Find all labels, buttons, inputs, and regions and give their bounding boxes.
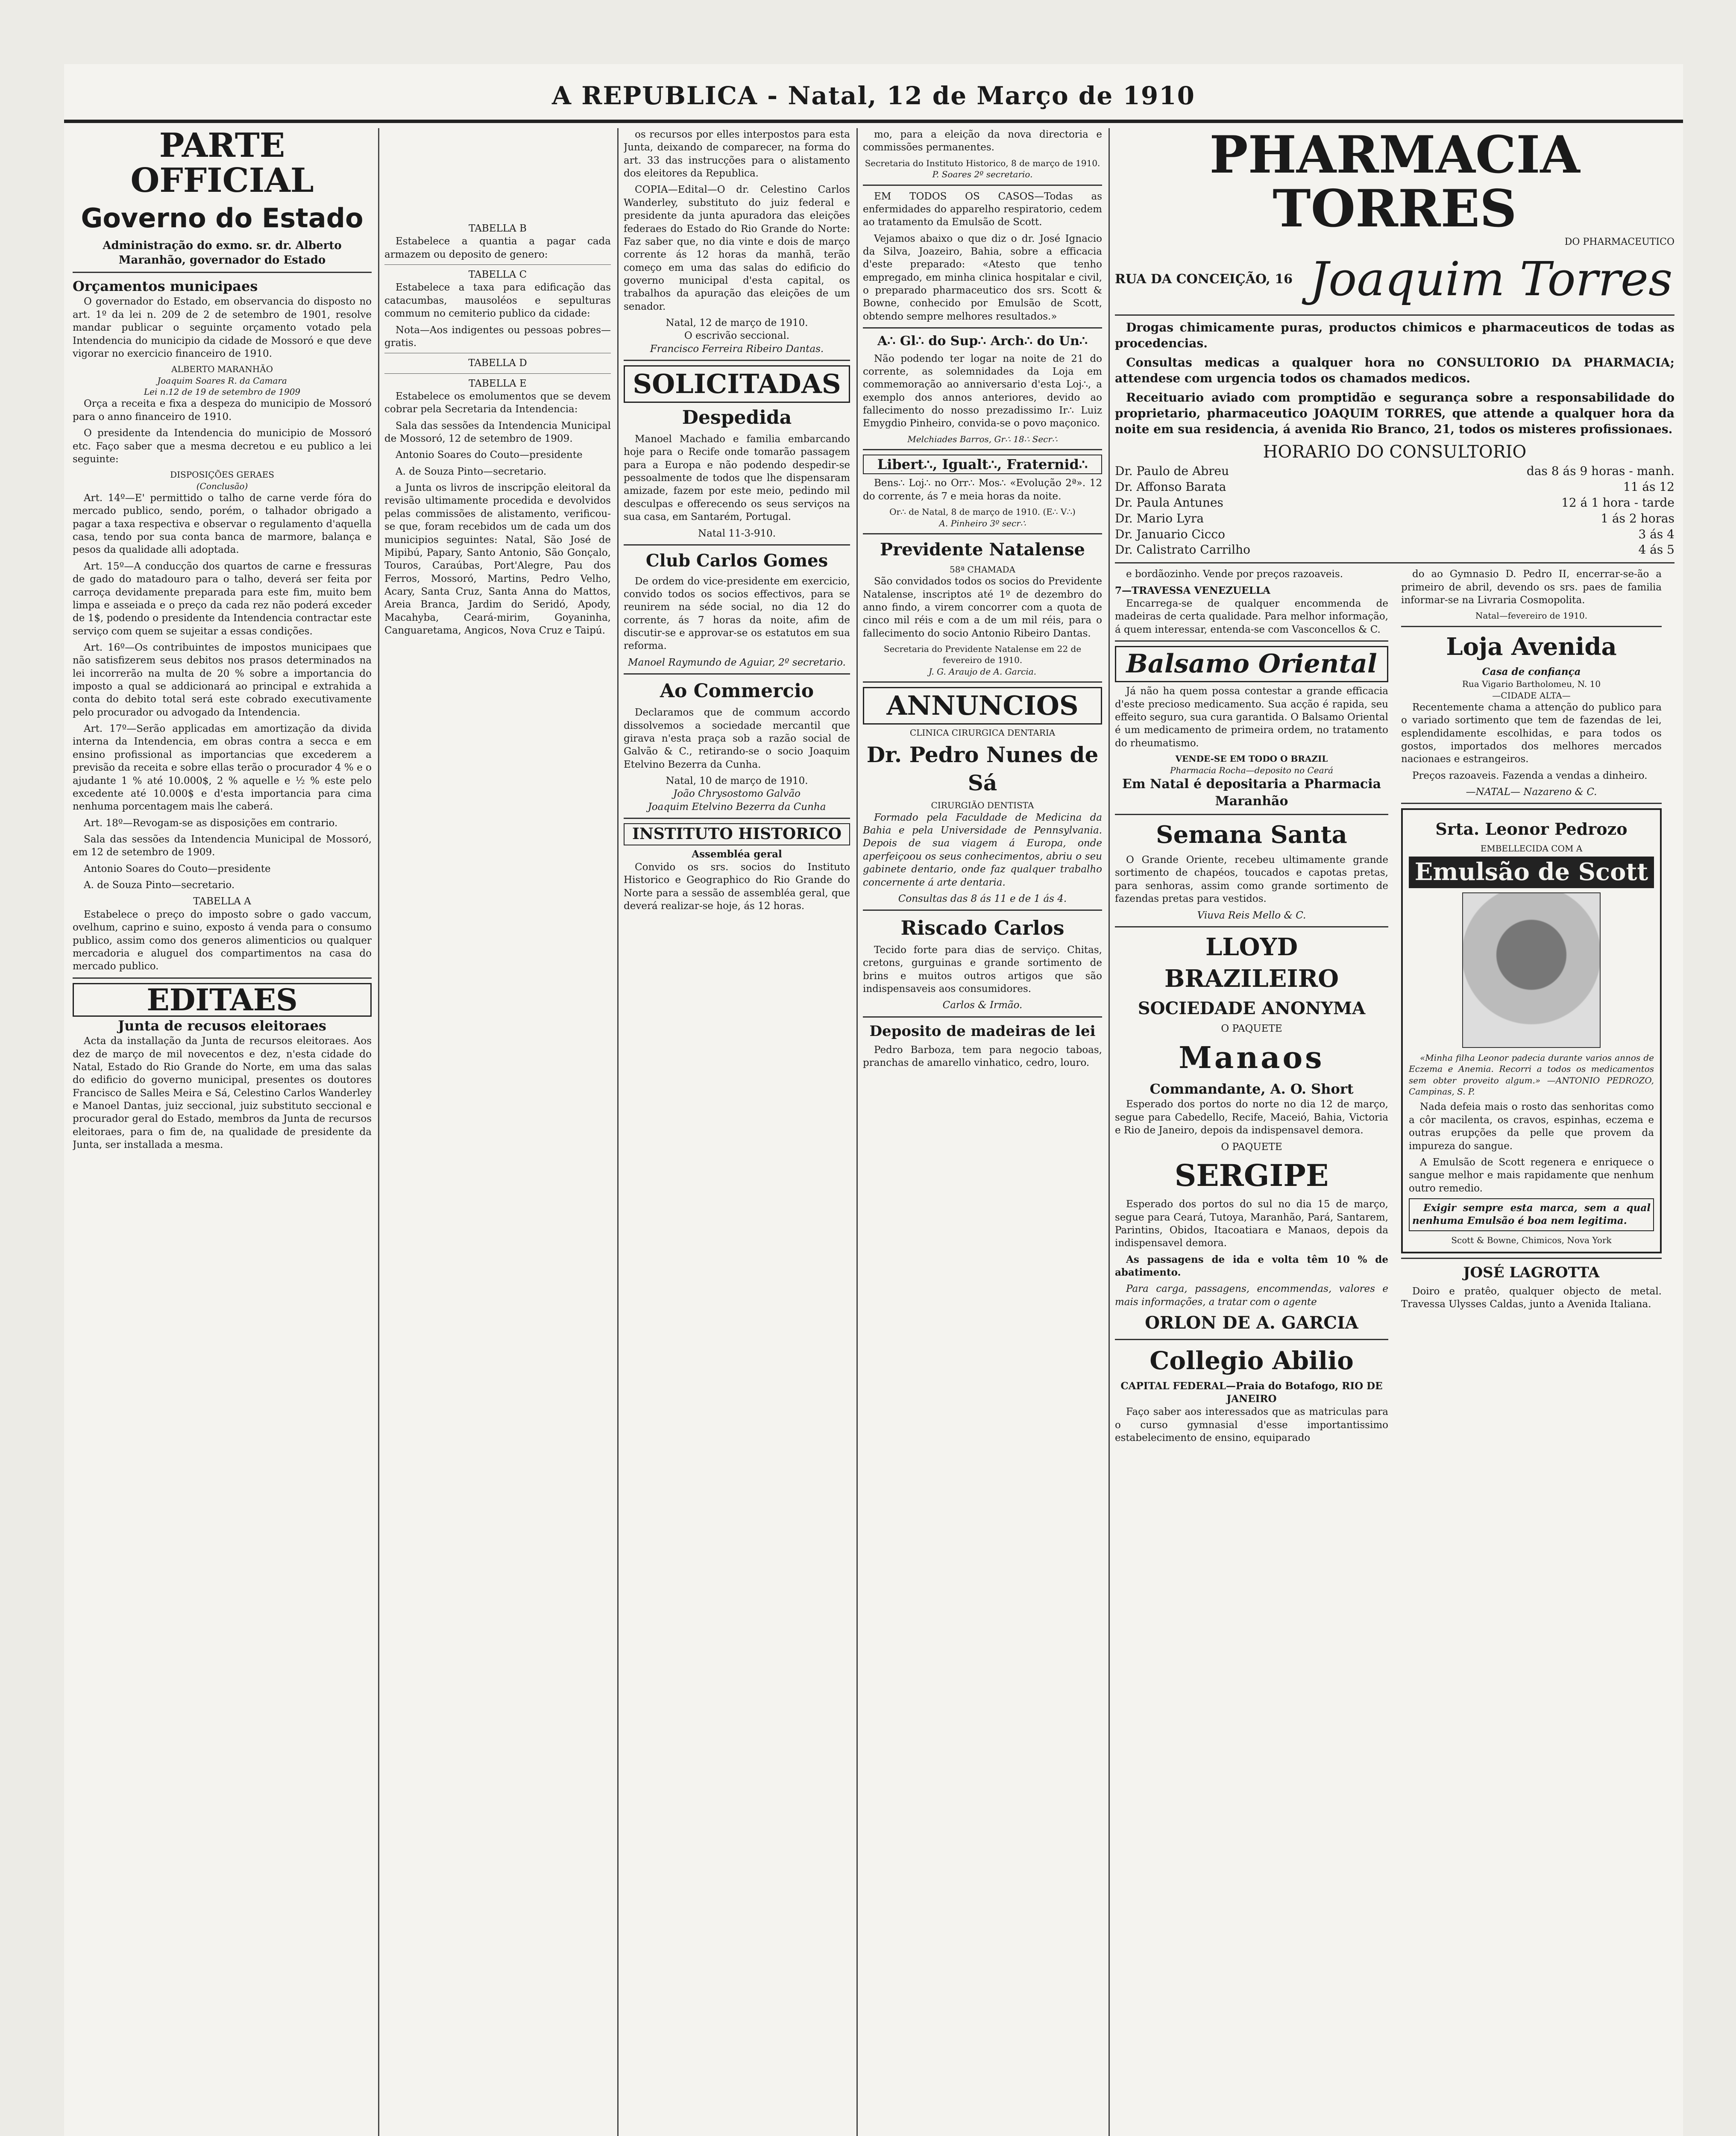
admin-line: Administração do exmo. sr. dr. Alberto Maranhão, governador do Estado — [103, 239, 342, 267]
tabella-d-heading: TABELLA D — [468, 358, 527, 369]
commercio-sig-1: João Chrysostomo Galvão — [673, 788, 801, 800]
column-3 — [624, 128, 850, 2136]
article-15: Art. 15º—A conducção dos quartos de carne e fressuras de gado do matadouro para o talho, deverá ser feita por carroça devidamente preparada para este fim, muito bem limpa e asseiada e o preço da cada rez não poderá exceder de 1$, podendo o presidente da Intendencia contractar este serviço com quem se sujeitar a essas condições. — [73, 560, 372, 637]
instituto-date: Secretaria do Instituto Historico, 8 de março de 1910. — [865, 158, 1100, 168]
riscado-heading: Riscado Carlos — [900, 916, 1064, 940]
semana-sig: Viuva Reis Mello & C. — [1197, 910, 1306, 921]
loja-address: Rua Vigario Bartholomeu, N. 10 — [1462, 679, 1601, 690]
pedrozo-quote: «Minha filha Leonor padecia durante varios annos de Eczema e Anemia. Recorri a todos os medicamentos sem obter proveito algum.» —ANTONIO PEDROZO, Campinas, S. P. — [1409, 1052, 1654, 1097]
tabella-b-heading: TABELLA B — [469, 223, 527, 234]
signature-antonio: Antonio Soares do Couto—presidente — [84, 863, 271, 874]
loja-avenida-title: Loja Avenida — [1446, 632, 1617, 661]
doctor-name: Dr. Januario Cicco — [1115, 527, 1225, 541]
article-17: Art. 17º—Serão applicadas em amortização da divida interna da Intendencia, em obras contra a secca e em ensino profissional as importancias que excederem a previsão da receita e sobre ellas terão o procurador 4 % e o ajudante 1 % até 10.000$, 2 % aquelle e ½ % este pelo excedente até 10.000$ e d'esta importancia para cima nenhuma porcentagem mais lhe caberá. — [73, 723, 372, 813]
recursos-text: os recursos por elles interpostos para esta Junta, deixando de comparecer, na forma do art. 33 das instrucções para o alistamento dos eleitores da Republica. — [624, 129, 850, 179]
divider — [863, 533, 1102, 534]
tabella-a-heading: TABELLA A — [193, 896, 251, 907]
masthead-rule — [64, 120, 1683, 123]
dentist-name: Dr. Pedro Nunes de Sá — [866, 742, 1099, 796]
collegio-address: CAPITAL FEDERAL—Praia do Botafogo, RIO DE JANEIRO — [1120, 1380, 1383, 1405]
governo-title: Governo do Estado — [81, 202, 364, 234]
pharmacia-address-row — [1115, 248, 1674, 310]
divider — [73, 977, 372, 979]
club-signature: Manoel Raymundo de Aguiar, 2º secretario. — [628, 657, 846, 668]
gymnasio-text: do ao Gymnasio D. Pedro II, encerrar-se-ão a primeiro de abril, devendo os srs. paes de familia informar-se na Livraria Cosmopolita. — [1401, 569, 1662, 606]
manaos-title: Manaos — [1179, 1039, 1325, 1075]
do-pharmaceutico: DO PHARMACEUTICO — [1564, 237, 1674, 247]
club-text: De ordem do vice-presidente em exercicio, convido todos os socios effectivos, para se reunirem na séde social, no dia 12 do corrente, ás 7 horas da noite, afim de discutir-se e approvar-se os estatutos em sua reforma. — [624, 575, 850, 652]
doctor-row — [1115, 479, 1674, 495]
column-5 — [1115, 128, 1674, 2136]
pharmacia-title: PHARMACIA TORRES — [1209, 128, 1580, 239]
divider — [1115, 562, 1674, 563]
balsamo-deposito: Pharmacia Rocha—deposito no Ceará — [1170, 765, 1334, 775]
riscado-text: Tecido forte para dias de serviço. Chitas, cretons, gurguinas e grande sortimento de brins e muitos outros artigos que são indispensaveis aos consumidores. — [863, 944, 1102, 995]
commercio-text: Declaramos que de commum accordo dissolvemos a sociedade mercantil que girava n'esta praça sob a razão social de Galvão & C., retirando-se o socio Joaquim Etelvino Bezerra da Cunha. — [624, 707, 850, 770]
maconica-sig: Melchiades Barros, Gr∴ 18∴ Secr∴ — [907, 434, 1058, 444]
sergipe-text: Esperado dos portos do sul no dia 15 de março, segue para Ceará, Tutoya, Maranhão, Pará, Santarem, Parintins, Obidos, Itacoatiara e Manaos, depois da indispensavel demora. — [1115, 1199, 1388, 1249]
dentist-subtitle: CIRURGIÃO DENTISTA — [931, 800, 1034, 811]
divider — [863, 681, 1102, 683]
divider — [624, 544, 850, 546]
doctor-name: Dr. Affonso Barata — [1115, 479, 1226, 494]
sala-text: Sala das sessões da Intendencia Municipal de Mossoró, em 12 de setembro de 1909. — [73, 834, 372, 858]
ads-right-column — [1401, 568, 1662, 1448]
doctor-row — [1115, 464, 1674, 479]
sociedade-anonyma: SOCIEDADE ANONYMA — [1138, 998, 1366, 1018]
emulsao-heading: EM TODOS OS CASOS—Todas as enfermidades do apparelho respiratorio, cedem ao tratamento da Emulsão de Scott. — [863, 191, 1102, 228]
lagrotta-text: Doiro e pratêo, qualquer objecto de metal. Travessa Ulysses Caldas, junto a Avenida Italiana. — [1401, 1285, 1662, 1310]
emulsao-ad-box — [1401, 808, 1662, 1253]
drogas-text: Drogas chimicamente puras, productos chimicos e pharmaceuticos de todas as procedencias. — [1115, 320, 1674, 351]
doctor-list — [1115, 464, 1674, 558]
law-title: Lei n.12 de 19 de setembro de 1909 — [144, 387, 301, 397]
copia-edital: COPIA—Edital—O dr. Celestino Carlos Wanderley, substituto do juiz federal e presidente da junta apuradora das eleições federaes do Estado do Rio Grande do Norte: Faz saber que, no dia vinte e dois de março corrente ás 12 horas da manhã, terão começo em uma das salas do edificio do governo municipal d'esta capital, os trabalhos da apuração das eleições de um senador. — [624, 184, 850, 312]
liberte-sig: A. Pinheiro 3º secr∴ — [939, 518, 1026, 528]
doctor-name: Dr. Paulo de Abreu — [1115, 464, 1229, 478]
balsamo-venda: VENDE-SE EM TODO O BRAZIL — [1175, 754, 1328, 764]
despedida-date: Natal 11-3-910. — [698, 528, 776, 539]
despedida-heading: Despedida — [682, 406, 792, 428]
doctor-name: Dr. Paula Antunes — [1115, 495, 1223, 510]
liberte-text: Bens∴ Loj∴ no Orr∴ Mos∴ «Evolução 2ª». 12 do corrente, ás 7 e meia horas da noite. — [863, 478, 1102, 502]
horario-heading: HORARIO DO CONSULTORIO — [1263, 442, 1527, 462]
copia-date: Natal, 12 de março de 1910. — [666, 317, 808, 329]
newspaper-page — [64, 64, 1683, 2136]
instituto-heading: INSTITUTO HISTORICO — [624, 823, 850, 845]
manaos-text: Esperado dos portos do norte no dia 12 de março, segue para Cabedello, Recife, Maceió, Bahia, Victoria e Rio de Janeiro, depois da indispensavel demora. — [1115, 1099, 1388, 1136]
portrait-image — [1462, 892, 1601, 1048]
bordado-text: e bordãozinho. Vende por preços razoaveis. — [1126, 569, 1343, 580]
tabella-c-heading: TABELLA C — [468, 269, 527, 281]
column-4 — [863, 128, 1102, 2136]
doctor-row — [1115, 527, 1674, 543]
divider — [863, 1016, 1102, 1018]
liberte-date: Or∴ de Natal, 8 de março de 1910. (E∴ V∴) — [889, 507, 1076, 517]
loja-confianca: Casa de confiança — [1482, 666, 1581, 678]
disposicoes-heading: DISPOSIÇÕES GERAES — [170, 469, 274, 480]
instituto-sig: P. Soares 2º secretario. — [932, 169, 1033, 180]
masthead: A REPUBLICA - Natal, 12 de Março de 1910 — [552, 81, 1195, 110]
divider — [384, 264, 611, 265]
signature-francisco: Francisco Ferreira Ribeiro Dantas. — [650, 343, 824, 355]
intro-text: O governador do Estado, em observancia do disposto no art. 1º da lei n. 209 de 2 de setembro de 1901, resolve mandar publicar o seguinte orçamento votado pela Intendencia do municipio da cidade de Mossoró e que deve vigorar no exercicio financeiro de 1910. — [73, 296, 372, 359]
annuncios-title: ANNUNCIOS — [863, 687, 1102, 725]
tabella-c-text: Estabelece a taxa para edificação das catacumbas, mausoléos e sepulturas commum no cemiterio publico da cidade: — [384, 282, 611, 320]
instituto-text: Convido os srs. socios do Instituto Historico e Geographico do Rio Grande do Norte para a sessão de assembléa geral, que deverá realizar-se hoje, ás 12 horas. — [624, 862, 850, 912]
signature-governor: ALBERTO MARANHÃO — [171, 364, 273, 375]
deposito-heading: Deposito de madeiras de lei — [869, 1022, 1096, 1040]
scott-bowne: Scott & Bowne, Chimicos, Nova York — [1451, 1235, 1612, 1245]
tabella-a-text: Estabelece o preço do imposto sobre o gado vaccum, ovelhum, caprino e suino, exposto á venda para o consumo publico, assim como dos generos alimenticios ou qualquer mercadoria e aluguel dos compartimentos na casa do mercado publico. — [73, 909, 372, 972]
instituto-cont: mo, para a eleição da nova directoria e commissões permanentes. — [863, 129, 1102, 153]
liberte-heading: Libert∴, Igualt∴, Fraternid∴ — [863, 455, 1102, 474]
divider — [1401, 803, 1662, 804]
emulsao-title: Emulsão de Scott — [1409, 857, 1654, 888]
commandante: Commandante, A. O. Short — [1150, 1081, 1354, 1097]
divider — [1115, 640, 1388, 642]
nota-text: Nota—Aos indigentes ou pessoas pobres—gratis. — [384, 324, 611, 349]
column-separator — [856, 128, 858, 2136]
despedida-text: Manoel Machado e familia embarcando hoje para o Recife onde tomarão passagem para a Europa e não podendo despedir-se pessoalmente de todos que lhe dispensaram amizade, fazem por este meio, pedindo mil desculpas e offerecendo os seus serviços na sua casa, em Santarém, Portugal. — [624, 434, 850, 523]
divider — [1401, 1258, 1662, 1259]
assembleia-heading: Assembléa geral — [692, 848, 782, 860]
pharmacia-owner: Joaquim Torres — [1310, 252, 1673, 307]
ads-left-column — [1115, 568, 1388, 1448]
divider — [624, 673, 850, 675]
signature-souza: A. de Souza Pinto—secretario. — [84, 880, 235, 891]
divider — [1115, 1339, 1388, 1340]
divider — [624, 360, 850, 361]
article-18: Art. 18º—Revogam-se as disposições em contrario. — [84, 817, 338, 829]
junta-continued: a Junta os livros de inscripção eleitoral da revisão ultimamente procedida e devolvidos pelas commissões de alistamento, verificou-se que, foram recebidos um de cada um dos municipios seguintes: Natal, São José de Mipibú, Papary, Santo Antonio, São Gonçalo, Touros, Caraúbas, Port'Alegre, Pau dos Ferros, Mossoró, Martins, Pedro Velho, Acary, Santa Cruz, Santa Anna do Mattos, Areia Branca, Jardim do Seridó, Apody, Macahyba, Ceará-mirim, Goyaninha, Canguaretama, Angicos, Nova Cruz e Taipú. — [384, 482, 611, 637]
editaes-title: EDITAES — [73, 983, 372, 1017]
loja-prices: Preços razoaveis. Fazenda a vendas a dinheiro. — [1412, 770, 1648, 781]
natalense-heading: Previdente Natalense — [880, 539, 1085, 560]
signature-souza-2: A. de Souza Pinto—secretario. — [396, 466, 547, 477]
divider — [1115, 314, 1674, 316]
deposito-text: Pedro Barboza, tem para negocio taboas, pranchas de amarello vinhatico, cedro, louro. — [863, 1044, 1102, 1068]
doctor-name: Dr. Mario Lyra — [1115, 511, 1204, 525]
doctor-hours: 3 ás 4 — [1638, 527, 1674, 541]
solicitadas-title: SOLICITADAS — [624, 365, 850, 403]
passagens-text: As passagens de ida e volta têm 10 % de abatimento. — [1115, 1253, 1388, 1279]
column-separator — [378, 128, 379, 2136]
lagrotta-heading: JOSÉ LAGROTTA — [1463, 1264, 1600, 1282]
natalense-text: São convidados todos os socios do Previdente Natalense, inscriptos até 1º de dezembro do anno findo, a virem concorrer com a quota de cinco mil réis e com a de um mil réis, para o fallecimento do socio Antonio Ribeiro Dantas. — [863, 576, 1102, 639]
gymnasio-date: Natal—fevereiro de 1910. — [1475, 610, 1588, 621]
loja-text: Recentemente chama a attenção do publico para o variado sortimento que tem de fazendas de lei, esplendidamente escolhidas, e para todos os gostos, importados dos melhores mercados nacionaes e estrangeiros. — [1401, 701, 1662, 765]
column-2 — [384, 128, 611, 2136]
signature-secretary: Joaquim Soares R. da Camara — [157, 375, 287, 386]
junta-text: Acta da installação da Junta de recursos eleitoraes. Aos dez de março de mil novecentos e dez, n'esta cidade do Natal, Estado do Rio Grande do Norte, em uma das salas do edificio do governo municipal, presentes os doutores Francisco de Salles Meira e Sá, Celestino Carlos Wanderley e Manoel Dantas, juiz seccional, juiz substituto seccional e procurador geral do Estado, membros da Junta de recursos eleitoraes, para o fim de, na qualidade de presidente da Junta, ser installada a mesma. — [73, 1036, 372, 1151]
sergipe-title: SERGIPE — [1174, 1157, 1329, 1193]
balsamo-title: Balsamo Oriental — [1115, 646, 1388, 682]
divider — [863, 327, 1102, 329]
doctor-name: Dr. Calistrato Carrilho — [1115, 543, 1250, 557]
maconica-text: Não podendo ter logar na noite de 21 do corrente, as solemnidades da Loja em commemoração ao anniversario d'esta Loj∴, a exemplo dos annos anteriores, devido ao fallecimento do nosso prezadissimo Ir∴ Luiz Emygdio Pinheiro, convida-se o povo maçonico. — [863, 353, 1102, 429]
defesa-text-2: A Emulsão de Scott regenera e enriquece o sangue melhor e mais rapidamente que nenhum outro remedio. — [1409, 1156, 1654, 1194]
column-separator — [617, 128, 619, 2136]
chamada-label: 58ª CHAMADA — [950, 564, 1015, 575]
divider — [863, 449, 1102, 450]
divider — [624, 818, 850, 819]
leonor-name: Srta. Leonor Pedrozo — [1435, 819, 1628, 839]
commercio-date: Natal, 10 de março de 1910. — [666, 775, 808, 787]
commercio-sig-2: Joaquim Etelvino Bezerra da Cunha — [648, 801, 826, 813]
divider — [1401, 626, 1662, 627]
consultas-text: Consultas medicas a qualquer hora no CONSULTORIO DA PHARMACIA; attendese com urgencia todos os chamados medicos. — [1115, 355, 1674, 386]
semana-santa-title: Semana Santa — [1156, 821, 1347, 849]
divider — [863, 910, 1102, 911]
embellecida-label: EMBELLECIDA COM A — [1480, 843, 1583, 854]
divider — [384, 373, 611, 374]
law-text-1: Orça a receita e fixa a despeza do municipio de Mossoró para o anno financeiro de 1910. — [73, 398, 372, 423]
doctor-row — [1115, 511, 1674, 527]
dentist-consultas: Consultas das 8 ás 11 e de 1 ás 4. — [898, 893, 1067, 904]
ads-lower-grid — [1115, 568, 1674, 1448]
sala-text-2: Sala das sessões da Intendencia Municipal de Mossoró, 12 de setembro de 1909. — [384, 420, 611, 445]
doctor-row — [1115, 495, 1674, 511]
divider — [863, 185, 1102, 186]
paquete-label-2: O PAQUETE — [1221, 1141, 1282, 1153]
divider — [73, 272, 372, 273]
club-heading: Club Carlos Gomes — [645, 550, 828, 571]
dentist-text: Formado pela Faculdade de Medicina da Bahia e pela Universidade de Pennsylvania. Depois de sua viagem á Europa, onde aperfeiçoou os seus conhecimentos, abriu o seu gabinete dentario, onde faz qualquer trabalho concernente á arte dentaria. — [863, 812, 1102, 888]
escrivao: O escrivão seccional. — [684, 330, 790, 342]
doctor-hours: 4 ás 5 — [1638, 543, 1674, 557]
doctor-hours: 12 á 1 hora - tarde — [1561, 495, 1674, 510]
travessa-heading: 7—TRAVESSA VENEZUELLA — [1115, 584, 1270, 596]
commercio-heading: Ao Commercio — [660, 680, 814, 702]
orcamentos-subhead: Orçamentos municipaes — [73, 278, 258, 295]
travessa-text: Encarrega-se de qualquer encommenda de madeiras de certa qualidade. Para melhor informação, á quem interessar, entenda-se com Vasconcellos & C. — [1115, 598, 1388, 635]
article-14: Art. 14º—E' permittido o talho de carne verde fóra do mercado publico, sendo, porém, o talhador obrigado a pagar a taxa respectiva e observar o regulamento d'aquella casa, tendo por sua conta banca de marmore, balança e pesos da qualidade alli adoptada. — [73, 493, 372, 556]
collegio-text: Faço saber aos interessados que as matriculas para o curso gymnasial d'esse importantissimo estabelecimento de ensino, equiparado — [1115, 1406, 1388, 1444]
natalense-sig: J. G. Araujo de A. Garcia. — [928, 666, 1037, 677]
agent-name: ORLON DE A. GARCIA — [1145, 1313, 1358, 1333]
pharmacia-street: RUA DA CONCEIÇÃO, 16 — [1115, 271, 1293, 287]
natal-deposito: Em Natal é depositaria a Pharmacia Maranhão — [1122, 776, 1381, 809]
clinica-label: CLINICA CIRURGICA DENTARIA — [909, 727, 1056, 738]
maconica-heading: A∴ Gl∴ do Sup∴ Arch∴ do Un∴ — [877, 334, 1088, 349]
tabella-e-text: Estabelece os emolumentos que se devem cobrar pela Secretaria da Intendencia: — [384, 390, 611, 415]
column-separator — [1108, 128, 1110, 2136]
column-1 — [73, 128, 372, 2136]
doctor-hours: 1 ás 2 horas — [1601, 511, 1674, 525]
passagens-info: Para carga, passagens, encommendas, valores e mais informações, a tratar com o agente — [1115, 1283, 1388, 1308]
divider — [1115, 926, 1388, 927]
conclusao-label: (Conclusão) — [196, 481, 248, 491]
tabella-b-text: Estabelece a quantia a pagar cada armazem ou deposito de genero: — [384, 236, 611, 260]
parte-official-title: PARTE OFFICIAL — [130, 128, 314, 200]
article-16: Art. 16º—Os contribuintes de impostos municipaes que não satisfizerem seus debitos nos prasos determinados na lei incorrerão na multa de 20 % sobre a importancia do imposto a qual se addicionará ao principal e extrahida a conta do debito total será este cobrado executivamente pelo procurador ou advogado da Intendencia. — [73, 642, 372, 718]
exigir-text: Exigir sempre esta marca, sem a qual nenhuma Emulsão é boa nem legitima. — [1409, 1198, 1654, 1231]
doctor-hours: das 8 ás 9 horas - manh. — [1526, 464, 1674, 478]
doctor-row — [1115, 542, 1674, 558]
doctor-hours: 11 ás 12 — [1623, 479, 1674, 494]
defesa-text: Nada defeia mais o rosto das senhoritas como a côr macilenta, os cravos, espinhas, eczema e outras erupções da pelle que provem da impureza do sangue. — [1409, 1101, 1654, 1152]
riscado-sig: Carlos & Irmão. — [942, 1000, 1023, 1011]
law-text-2: O presidente da Intendencia do municipio de Mossoró etc. Faço saber que a mesma decretou e eu publico a lei seguinte: — [73, 428, 372, 465]
signature-antonio-2: Antonio Soares do Couto—presidente — [396, 449, 583, 461]
divider — [1115, 814, 1388, 815]
loja-signature: —NATAL— Nazareno & C. — [1466, 786, 1597, 798]
collegio-title: Collegio Abilio — [1150, 1346, 1354, 1375]
junta-heading: Junta de recusos eleitoraes — [118, 1018, 326, 1034]
loja-cidade: —CIDADE ALTA— — [1492, 690, 1571, 701]
emulsao-testimonial: Vejamos abaixo o que diz o dr. José Ignacio da Silva, Joazeiro, Bahia, sobre a efficacia d'este preparado: «Atesto que tenho empregado, em minha clinica hospitalar e civil, o preparado pharmaceutico dos srs. Scott & Bowne, conhecido por Emulsão de Scott, obtendo sempre melhores resultados.» — [863, 233, 1102, 322]
balsamo-text: Já não ha quem possa contestar a grande efficacia d'este precioso medicamento. Sua acção é rapida, seu effeito seguro, sua cura garantida. O Balsamo Oriental é um medicamento de primeira ordem, no tratamento do rheumatismo. — [1115, 686, 1388, 749]
receituario-text: Receituario aviado com promptidão e segurança sobre a responsabilidade do proprietario, pharmaceutico JOAQUIM TORRES, que attende a qualquer hora da noite em sua residencia, á avenida Rio Branco, 21, todos os misteres profissionaes. — [1115, 390, 1674, 436]
natalense-date: Secretaria do Previdente Natalense em 22 de fevereiro de 1910. — [883, 643, 1082, 666]
paquete-label: O PAQUETE — [1221, 1023, 1282, 1035]
tabella-e-heading: TABELLA E — [469, 378, 527, 389]
lloyd-title: LLOYD BRAZILEIRO — [1164, 933, 1339, 993]
semana-text: O Grande Oriente, recebeu ultimamente grande sortimento de chapéos, toucados e capotas pretas, para senhoras, assim como grande sortimento de fazendas pretas para vestidos. — [1115, 854, 1388, 905]
